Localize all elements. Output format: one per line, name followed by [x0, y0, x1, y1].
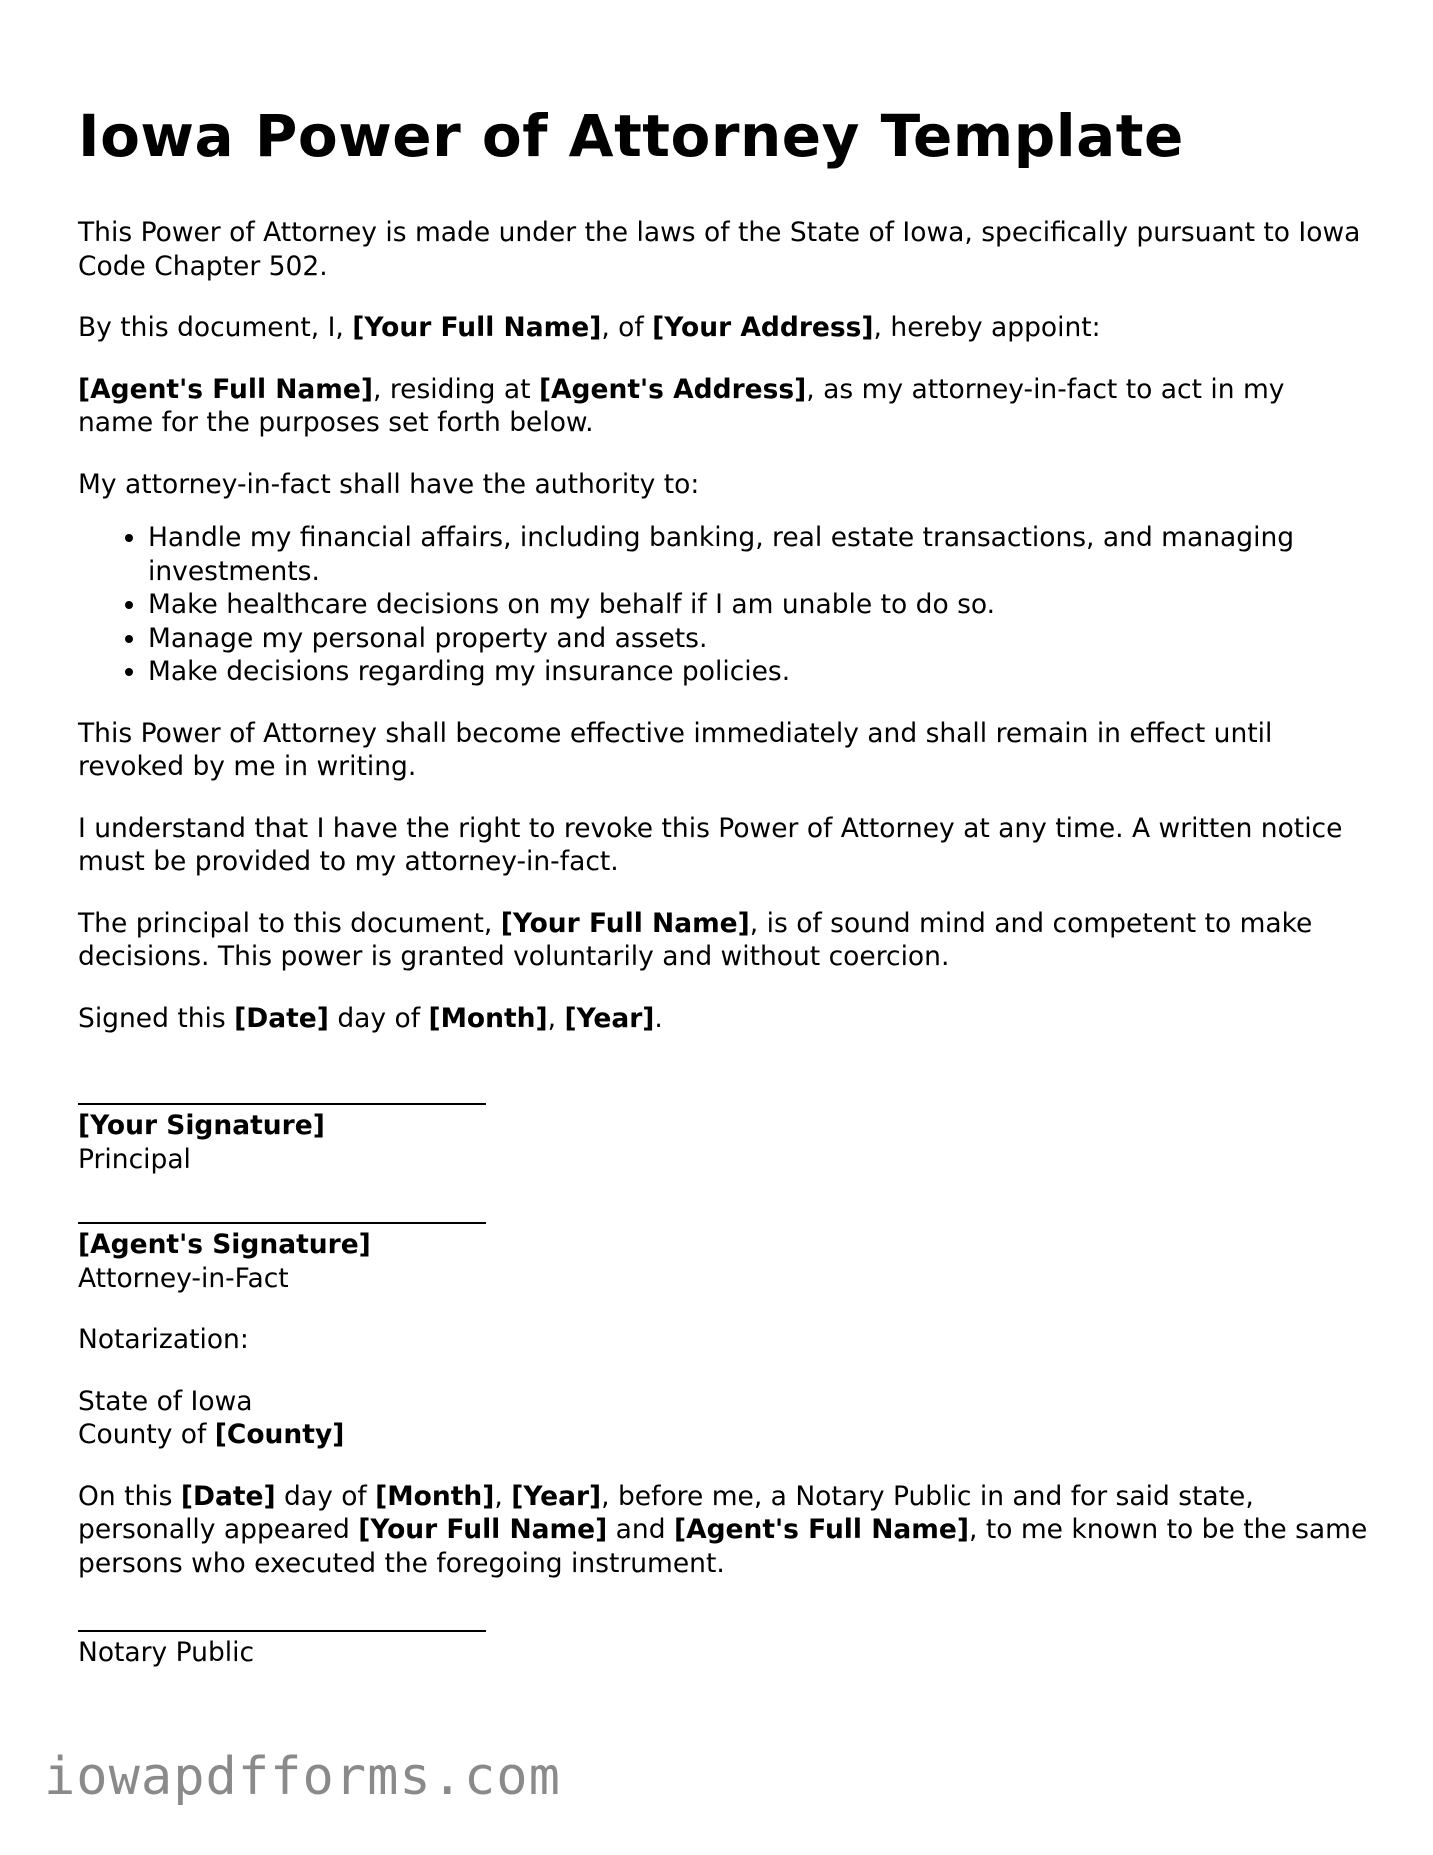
signed-date-placeholder: [Date]: [234, 1002, 329, 1034]
agent-mid: , residing at: [373, 373, 539, 405]
document-page: [78, 96, 1368, 1670]
notary-date-placeholder: [Date]: [180, 1480, 276, 1512]
page-title: Iowa Power of Attorney Template: [78, 102, 1184, 170]
principal-prefix: The principal to this document,: [78, 907, 501, 939]
signed-mid2: ,: [547, 1002, 565, 1034]
notary-year-placeholder: [Year]: [511, 1480, 602, 1512]
notarization-heading: Notarization:: [78, 1324, 249, 1355]
notary-text: , to me known to be the same persons who executed the foregoing instrument.: [78, 1514, 1368, 1579]
appoint-prefix: By this document, I,: [78, 312, 353, 343]
notary-principal-placeholder: [Your Full Name]: [358, 1514, 608, 1545]
principal-address-placeholder: [Your Address]: [652, 312, 874, 343]
list-item: • Make decisions regarding my insurance policies.: [148, 655, 1368, 689]
notary-signature-block: [78, 1630, 1368, 1670]
agent-address-placeholder: [Agent's Address]: [538, 373, 807, 405]
agent-paragraph: [78, 373, 1368, 440]
signed-prefix: Signed this: [78, 1002, 235, 1034]
authority-intro: My attorney-in-fact shall have the authority to:: [78, 468, 700, 500]
notary-text: day of: [275, 1480, 376, 1512]
principal-role-label: Principal: [78, 1143, 191, 1175]
notary-month-placeholder: [Month]: [375, 1480, 495, 1512]
principal-name-placeholder: [Your Full Name]: [352, 312, 602, 343]
list-item: • Handle my financial affairs, including banking, real estate transactions, and managing investments.: [148, 521, 1368, 588]
notary-text: , before me, a Notary Public in and for said state, personally appeared: [78, 1480, 1254, 1545]
agent-suffix: , as my attorney-in-fact to act in my name for the purposes set forth below.: [78, 373, 1285, 438]
revoke-paragraph: I understand that I have the right to revoke this Power of Attorney at any time. A written notice must be provided to my attorney-in-fact.: [78, 812, 1343, 877]
agent-signature-line: [78, 1222, 486, 1224]
signed-paragraph: [78, 1002, 1368, 1036]
list-item: • Manage my personal property and assets.: [148, 622, 1368, 656]
agent-signature-label: [Agent's Signature]: [78, 1229, 371, 1260]
notary-signature-line: [78, 1630, 486, 1632]
principal-signature-label: [Your Signature]: [78, 1110, 325, 1141]
watermark: iowapdfforms.com: [44, 1747, 561, 1807]
principal-name-placeholder: [Your Full Name]: [500, 907, 750, 939]
signed-month-placeholder: [Month]: [428, 1002, 548, 1034]
notary-text: ,: [494, 1480, 512, 1512]
agent-role-label: Attorney-in-Fact: [78, 1262, 289, 1294]
notary-state: State of Iowa: [78, 1385, 253, 1417]
principal-paragraph: [78, 907, 1368, 974]
authority-list: [78, 521, 1368, 689]
list-item: • Make healthcare decisions on my behalf if I am unable to do so.: [148, 588, 1368, 622]
notary-agent-placeholder: [Agent's Full Name]: [673, 1514, 969, 1545]
appoint-mid: , of: [601, 312, 653, 343]
notary-text: and: [607, 1514, 674, 1545]
notary-role-label: Notary Public: [78, 1637, 255, 1668]
county-prefix: County of: [78, 1419, 215, 1450]
signed-mid1: day of: [328, 1002, 429, 1034]
appointment-paragraph: [78, 311, 1368, 345]
agent-signature-block: [78, 1222, 1368, 1295]
principal-signature-block: [78, 1103, 1368, 1176]
signed-year-placeholder: [Year]: [564, 1002, 655, 1034]
notary-venue: [78, 1385, 1368, 1452]
agent-name-placeholder: [Agent's Full Name]: [78, 373, 374, 405]
principal-suffix: , is of sound mind and competent to make decisions. This power is granted voluntarily and without coercion.: [78, 907, 1313, 972]
effective-paragraph: This Power of Attorney shall become effective immediately and shall remain in effect until revoked by me in writing.: [78, 717, 1273, 782]
intro-paragraph: This Power of Attorney is made under the laws of the State of Iowa, specifically pursuant to Iowa Code Chapter 502.: [78, 217, 1361, 282]
signed-suffix: .: [654, 1002, 663, 1034]
notary-body: [78, 1480, 1368, 1581]
principal-signature-placeholder: [78, 1109, 1368, 1143]
appoint-suffix: , hereby appoint:: [873, 312, 1101, 343]
notary-text: On this: [78, 1480, 181, 1512]
agent-signature-placeholder: [78, 1228, 1368, 1262]
principal-signature-line: [78, 1103, 486, 1105]
county-placeholder: [County]: [214, 1419, 345, 1450]
